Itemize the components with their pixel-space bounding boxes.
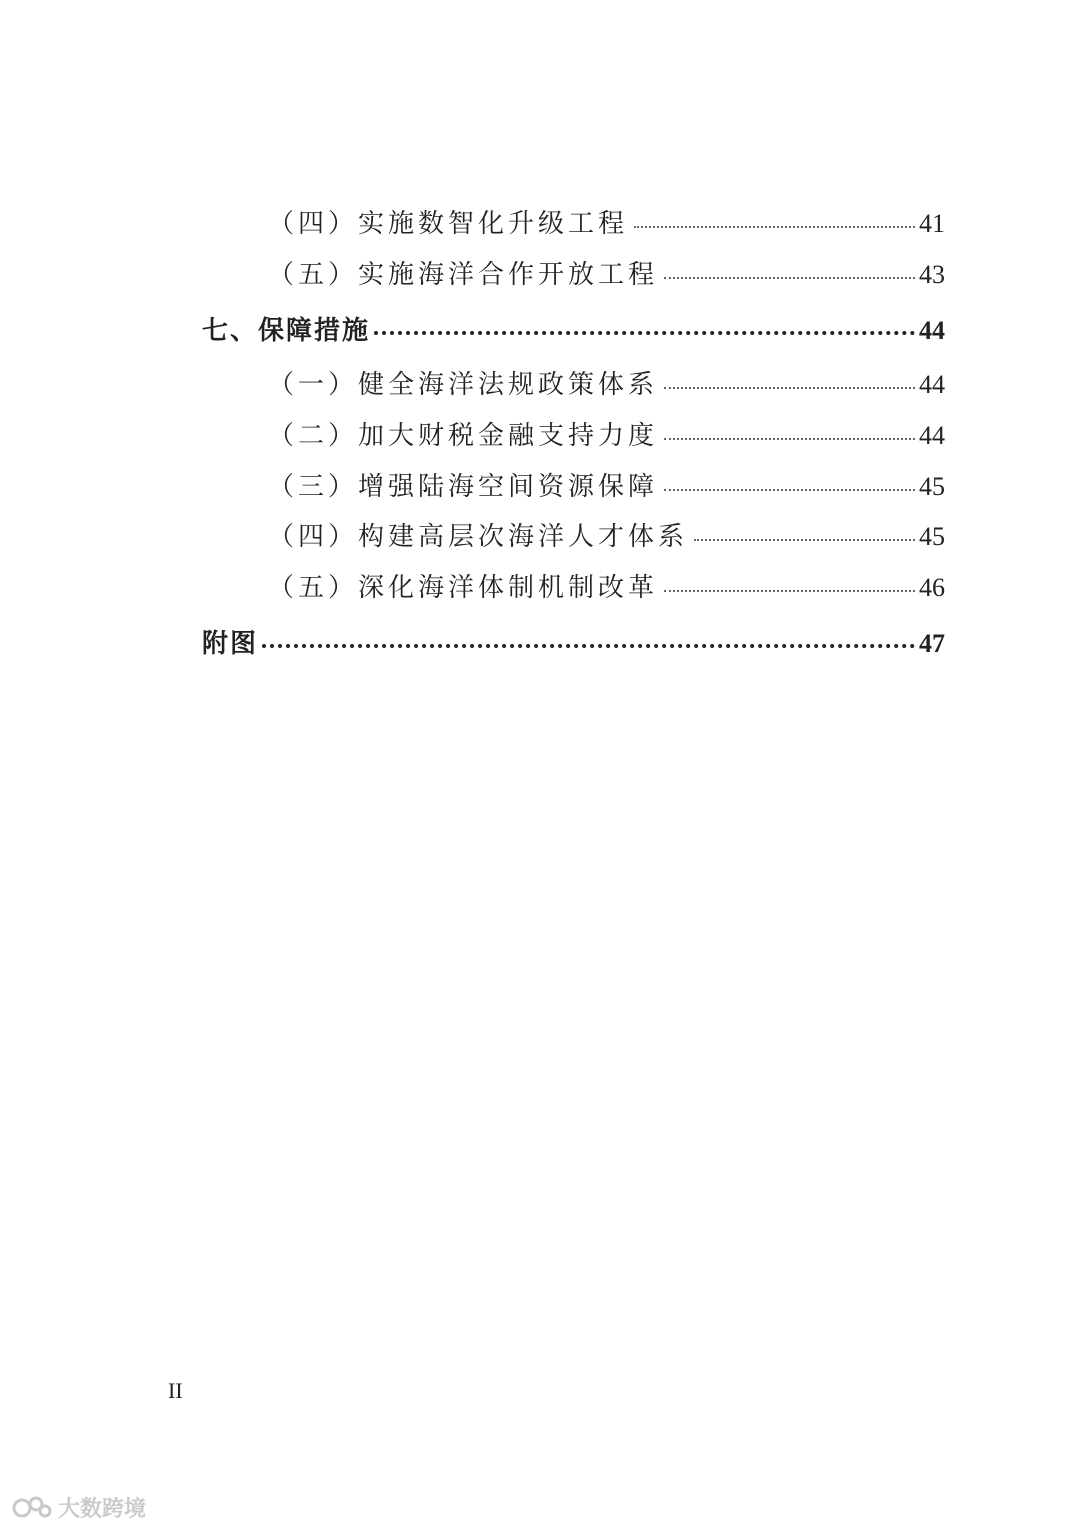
toc-leader-dots <box>664 489 915 491</box>
toc-entry[interactable] <box>268 203 945 240</box>
toc-entry-page: 44 <box>919 421 945 450</box>
toc-leader-dots <box>634 226 915 228</box>
toc-section-page: 44 <box>919 316 945 345</box>
toc-entry[interactable] <box>268 254 945 291</box>
toc-leader-dots <box>374 331 915 335</box>
toc-section-entry[interactable] <box>202 623 945 660</box>
toc-entry-page: 46 <box>919 573 945 602</box>
toc-entry-page: 45 <box>919 522 945 551</box>
toc-leader-dots <box>664 438 915 440</box>
toc-section-label: 七、保障措施 <box>202 316 371 346</box>
watermark-text: 大数跨境 <box>58 1497 147 1522</box>
watermark <box>12 1492 146 1523</box>
toc-entry[interactable] <box>268 364 945 401</box>
toc-entry-label: （二）加大财税金融支持力度 <box>268 421 659 451</box>
toc-entry[interactable] <box>268 516 945 553</box>
toc-leader-dots <box>262 644 915 648</box>
toc-section-page: 47 <box>919 629 945 658</box>
logo-icon <box>12 1495 52 1521</box>
toc-section-entry[interactable] <box>202 310 945 347</box>
toc-entry-label: （一）健全海洋法规政策体系 <box>268 370 659 400</box>
table-of-contents <box>0 0 1080 700</box>
toc-entry-label: （五）实施海洋合作开放工程 <box>268 260 659 290</box>
toc-entry-page: 41 <box>919 209 945 238</box>
toc-leader-dots <box>664 387 915 389</box>
toc-entry-page: 45 <box>919 472 945 501</box>
toc-leader-dots <box>664 590 915 592</box>
toc-entry-label: （五）深化海洋体制机制改革 <box>268 573 659 603</box>
toc-entry[interactable] <box>268 415 945 452</box>
toc-section-label: 附图 <box>202 629 259 659</box>
toc-leader-dots <box>664 277 915 279</box>
toc-entry-page: 44 <box>919 370 945 399</box>
toc-entry-label: （四）实施数智化升级工程 <box>268 209 629 239</box>
toc-entry-page: 43 <box>919 260 945 289</box>
toc-entry[interactable] <box>268 567 945 604</box>
toc-leader-dots <box>694 539 915 541</box>
toc-entry-label: （四）构建高层次海洋人才体系 <box>268 522 689 552</box>
toc-entry[interactable] <box>268 466 945 503</box>
toc-entry-label: （三）增强陆海空间资源保障 <box>268 472 659 502</box>
page-numeral: II <box>168 1378 183 1403</box>
